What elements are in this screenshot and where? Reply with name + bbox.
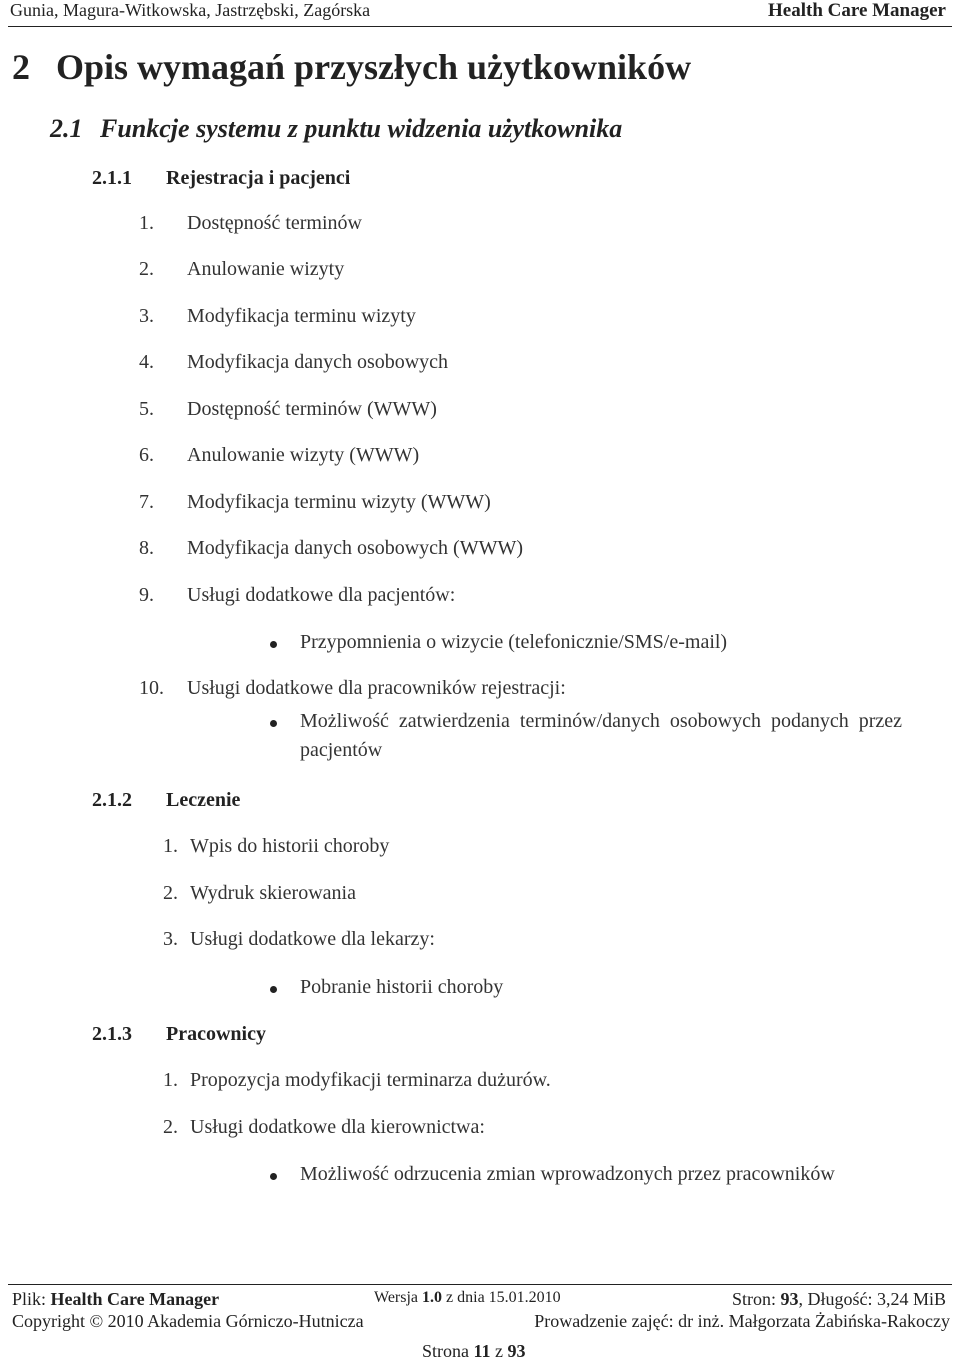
list-item-number: 2. — [139, 258, 154, 280]
footer-stats — [732, 1289, 946, 1310]
subsection-number: 2.1.2 — [92, 789, 132, 811]
section-number: 2.1 — [50, 114, 83, 143]
section-title: Funkcje systemu z punktu widzenia użytkownika — [100, 114, 623, 143]
subsection-title: Leczenie — [166, 789, 241, 811]
bullet-item: Możliwość zatwierdzenia terminów/danych osobowych podanych przez — [300, 710, 903, 732]
footer-version-label: Wersja — [374, 1289, 419, 1306]
subsection-heading — [92, 167, 350, 190]
footer-file-label: Plik: — [12, 1289, 47, 1309]
list-item — [139, 351, 448, 374]
list-item-text: Modyfikacja terminu wizyty (WWW) — [187, 491, 491, 513]
list-item-number: 1. — [163, 835, 178, 857]
list-item-text: Modyfikacja danych osobowych (WWW) — [187, 537, 523, 559]
footer-page-number — [422, 1341, 526, 1361]
chapter-title: Opis wymagań przyszłych użytkowników — [56, 47, 692, 87]
list-item-number: 2. — [163, 1116, 178, 1138]
list-item-number: 5. — [139, 398, 154, 420]
list-item-text: Anulowanie wizyty (WWW) — [187, 444, 420, 466]
footer-pages-count: 93 — [780, 1289, 799, 1309]
footer-instructor: Prowadzenie zajęć: dr inż. Małgorzata Żabińska-Rakoczy — [534, 1311, 950, 1331]
footer-pages-label: Stron: — [731, 1289, 776, 1309]
list-item-text: Usługi dodatkowe dla kierownictwa: — [190, 1116, 485, 1138]
list-item-text: Wydruk skierowania — [190, 882, 356, 904]
list-item — [163, 1069, 551, 1092]
list-item — [139, 584, 455, 607]
subsection-number: 2.1.3 — [92, 1023, 132, 1045]
bullet-item-continuation: pacjentów — [300, 739, 383, 761]
list-item-number: 7. — [139, 491, 154, 513]
list-item — [139, 444, 419, 467]
bullet-item: Pobranie historii choroby — [300, 976, 504, 998]
list-item — [139, 212, 362, 235]
footer-page-total: 93 — [507, 1341, 526, 1361]
footer-page-mid: z — [495, 1341, 504, 1361]
list-item-text: Wpis do historii choroby — [190, 835, 390, 857]
footer-version — [374, 1289, 561, 1307]
list-item-text: Dostępność terminów — [187, 212, 362, 234]
list-item-text: Usługi dodatkowe dla pacjentów: — [187, 584, 456, 606]
bullet-icon — [270, 1173, 277, 1180]
list-item-text: Usługi dodatkowe dla pracowników rejestracji: — [187, 677, 566, 699]
footer-page-prefix: Strona — [422, 1341, 469, 1361]
footer-file — [12, 1289, 219, 1310]
list-item-number: 6. — [139, 444, 154, 466]
subsection-heading — [92, 1023, 266, 1046]
header-divider — [8, 26, 952, 27]
footer-file-name: Health Care Manager — [50, 1289, 220, 1309]
subsection-heading — [92, 789, 240, 812]
bullet-icon — [270, 641, 277, 648]
list-item — [163, 882, 356, 905]
footer-date: z dnia 15.01.2010 — [446, 1289, 561, 1306]
list-item — [139, 398, 437, 421]
list-item-number: 3. — [163, 928, 178, 950]
list-item-text: Anulowanie wizyty — [187, 258, 345, 280]
list-item — [139, 305, 416, 328]
list-item — [139, 677, 566, 700]
list-item — [163, 835, 389, 858]
list-item — [139, 537, 523, 560]
list-item — [139, 491, 491, 514]
footer-page-current: 11 — [473, 1341, 491, 1361]
list-item — [139, 258, 344, 281]
list-item-text: Usługi dodatkowe dla lekarzy: — [190, 928, 435, 950]
list-item-text: Modyfikacja terminu wizyty — [187, 305, 416, 327]
bullet-item: Przypomnienia o wizycie (telefonicznie/SMS/e-mail) — [300, 631, 728, 653]
subsection-number: 2.1.1 — [92, 167, 132, 189]
list-item-number: 10. — [139, 677, 164, 699]
chapter-heading — [12, 46, 691, 88]
section-heading — [50, 114, 622, 144]
list-item-number: 4. — [139, 351, 154, 373]
list-item — [163, 928, 435, 951]
subsection-title: Rejestracja i pacjenci — [166, 167, 351, 189]
bullet-icon — [270, 986, 277, 993]
list-item-text: Modyfikacja danych osobowych — [187, 351, 449, 373]
footer-copyright: Copyright © 2010 Akademia Górniczo-Hutnicza — [12, 1311, 364, 1331]
subsection-title: Pracownicy — [166, 1023, 266, 1045]
header-title: Health Care Manager — [768, 0, 946, 21]
bullet-icon — [270, 720, 277, 727]
list-item — [163, 1116, 485, 1139]
list-item-number: 1. — [139, 212, 154, 234]
footer-size: , Długość: 3,24 MiB — [798, 1289, 946, 1309]
list-item-number: 1. — [163, 1069, 178, 1091]
list-item-text: Propozycja modyfikacji terminarza dużurów. — [190, 1069, 551, 1091]
header-authors: Gunia, Magura-Witkowska, Jastrzębski, Zagórska — [10, 0, 371, 20]
footer-version-number: 1.0 — [422, 1289, 443, 1306]
list-item-number: 2. — [163, 882, 178, 904]
bullet-item: Możliwość odrzucenia zmian wprowadzonych przez pracowników — [300, 1163, 835, 1185]
list-item-number: 3. — [139, 305, 154, 327]
footer-divider — [8, 1284, 952, 1285]
chapter-number: 2 — [12, 47, 30, 87]
list-item-text: Dostępność terminów (WWW) — [187, 398, 437, 420]
list-item-number: 9. — [139, 584, 154, 606]
list-item-number: 8. — [139, 537, 154, 559]
